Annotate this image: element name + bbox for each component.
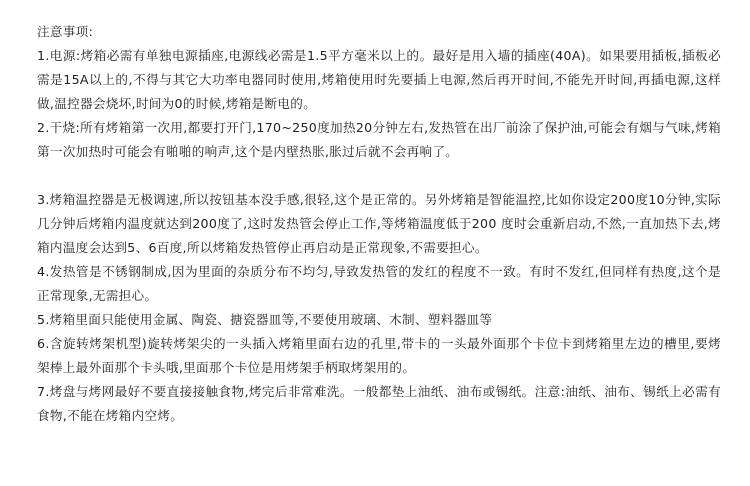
notice-item-heating-tube: 4.发热管是不锈钢制成,因为里面的杂质分布不均匀,导致发热管的发红的程度不一致。有时不发红,但同样有热度,这个是正常现象,无需担心。 xyxy=(37,264,721,303)
notice-item-thermostat: 3.烤箱温控器是无极调速,所以按钮基本没手感,很轻,这个是正常的。另外烤箱是智能温控,比如你设定200度10分钟,实际几分钟后烤箱内温度就达到200度了,这时发热管会停止工作,等烤箱温度低于200 度时会重新启动,不然,一直加热下去,烤箱内温度会达到5、6百度,所以烤箱发热管停止再启动是正常现象,不需要担心。 xyxy=(37,192,721,255)
notice-document xyxy=(37,20,721,428)
notice-heading: 注意事项: xyxy=(37,24,94,39)
notice-item-dry-burn: 2.干烧:所有烤箱第一次用,都要打开门,170~250度加热20分钟左右,发热管在出厂前涂了保护油,可能会有烟与气味,烤箱第一次加热时可能会有啪啪的响声,这个是内壁热胀,胀过后就不会再响了。 xyxy=(37,120,721,159)
notice-item-baking-tray: 7.烤盘与烤网最好不要直接接触食物,烤完后非常难洗。一般都垫上油纸、油布或锡纸。注意:油纸、油布、锡纸上必需有食物,不能在烤箱内空烤。 xyxy=(37,384,721,423)
paragraph-gap xyxy=(37,164,721,188)
notice-item-rotisserie: 6.含旋转烤架机型)旋转烤架尖的一头插入烤箱里面右边的孔里,带卡的一头最外面那个卡位卡到烤箱里左边的槽里,要烤架棒上最外面那个卡头哦,里面那个卡位是用烤架手柄取烤架用的。 xyxy=(37,336,721,375)
notice-item-cookware: 5.烤箱里面只能使用金属、陶瓷、搪瓷器皿等,不要使用玻璃、木制、塑料器皿等 xyxy=(37,312,493,327)
notice-item-power: 1.电源:烤箱必需有单独电源插座,电源线必需是1.5平方毫米以上的。最好是用入墙的插座(40A)。如果要用插板,插板必需是15A以上的,不得与其它大功率电器同时使用,烤箱使用时先要插上电源,然后再开时间,不能先开时间,再插电源,这样做,温控器会烧坏,时间为0的时候,烤箱是断电的。 xyxy=(37,48,721,111)
